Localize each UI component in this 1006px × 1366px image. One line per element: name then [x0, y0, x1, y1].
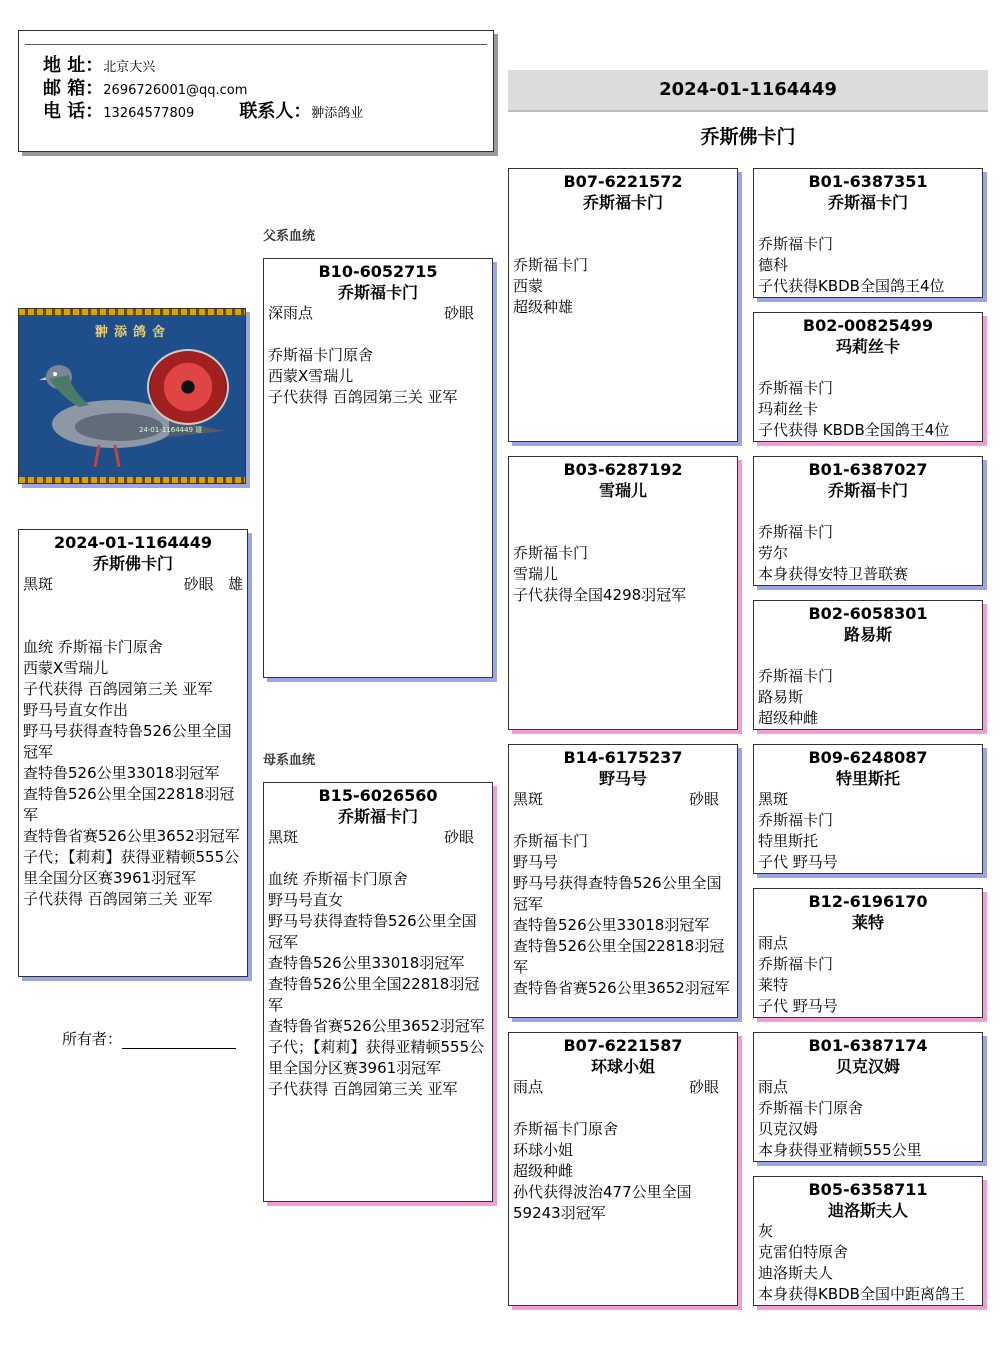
granddam-maternal-card — [508, 1032, 738, 1306]
pedigree-note: 迪洛斯夫人 — [758, 1264, 834, 1282]
pedigree-attributes — [509, 1077, 737, 1098]
pedigree-name: 乔斯福卡门 — [582, 193, 663, 212]
subject-color: 黑斑 — [23, 575, 54, 593]
header-ring-bar — [508, 70, 988, 112]
pedigree-note: 乔斯福卡门 — [758, 955, 834, 973]
pedigree-note: 子代获得全国4298羽冠军 — [513, 586, 687, 604]
great-grandparent-card — [753, 600, 983, 730]
pedigree-note: 查特鲁省赛526公里3652羽冠军 — [513, 979, 730, 997]
sire-note: 西蒙X雪瑞儿 — [268, 367, 354, 385]
pedigree-note: 超级种雌 — [758, 709, 819, 727]
pedigree-note: 超级种雄 — [513, 298, 574, 316]
dam-name: 乔斯福卡门 — [337, 807, 418, 826]
dam-note: 子代；【莉莉】获得亚精顿555公里全国分区赛3961羽冠军 — [268, 1038, 485, 1077]
sire-color: 深雨点 — [268, 304, 314, 322]
pedigree-note: 乔斯福卡门原舍 — [513, 1120, 619, 1138]
contact-box — [18, 30, 494, 152]
pedigree-note: 子代 野马号 — [758, 997, 838, 1015]
pedigree-note: 子代获得 KBDB全国鸽王4位 — [758, 421, 950, 439]
subject-note: 查特鲁526公里33018羽冠军 — [23, 764, 220, 782]
header-name: 乔斯佛卡门 — [700, 126, 796, 148]
pedigree-name: 乔斯福卡门 — [827, 481, 908, 500]
subject-note: 查特鲁省赛526公里3652羽冠军 — [23, 827, 240, 845]
pedigree-note: 超级种雌 — [513, 1162, 574, 1180]
pedigree-name: 环球小姐 — [590, 1057, 655, 1076]
great-grandparent-card — [753, 312, 983, 442]
pedigree-note: 子代获得KBDB全国鸽王4位 — [758, 277, 945, 295]
pedigree-ring: B01-6387174 — [808, 1036, 928, 1055]
pedigree-ring: B02-6058301 — [808, 604, 928, 623]
dam-card — [263, 782, 493, 1202]
eye-circle — [147, 349, 229, 425]
pedigree-color: 雨点 — [513, 1078, 544, 1096]
pedigree-note: 乔斯福卡门原舍 — [758, 1099, 864, 1117]
pedigree-ring: B07-6221587 — [563, 1036, 683, 1055]
photo-banner: 翀添鸽舍 — [94, 325, 171, 340]
subject-ring: 2024-01-1164449 — [53, 533, 212, 552]
subject-note: 血统 乔斯福卡门原舍 — [23, 638, 163, 656]
subject-note: 子代；【莉莉】获得亚精顿555公里全国分区赛3961羽冠军 — [23, 848, 240, 887]
pedigree-ring: B01-6387351 — [808, 172, 928, 191]
subject-note: 野马号直女作出 — [23, 701, 129, 719]
pedigree-name: 莱特 — [851, 913, 884, 932]
dam-note: 血统 乔斯福卡门原舍 — [268, 870, 408, 888]
pedigree-name: 特里斯托 — [835, 769, 900, 788]
pedigree-note: 特里斯托 — [758, 832, 819, 850]
dam-note: 野马号获得查特鲁526公里全国冠军 — [268, 912, 477, 951]
pedigree-note: 西蒙 — [513, 277, 544, 295]
pedigree-note: 乔斯福卡门 — [513, 256, 589, 274]
pedigree-note: 雪瑞儿 — [513, 565, 559, 583]
email-label: 邮 箱： — [43, 78, 104, 99]
subject-card — [18, 529, 248, 977]
dam-note: 查特鲁省赛526公里3652羽冠军 — [268, 1017, 485, 1035]
pedigree-note: 贝克汉姆 — [758, 1120, 819, 1138]
sire-attributes — [264, 303, 492, 324]
pedigree-note: 乔斯福卡门 — [758, 667, 834, 685]
sire-ring: B10-6052715 — [318, 262, 438, 281]
pedigree-ring: B07-6221572 — [563, 172, 683, 191]
pedigree-note: 德科 — [758, 256, 789, 274]
owner-signature-line — [122, 1048, 236, 1049]
pedigree-note: 乔斯福卡门 — [758, 811, 834, 829]
dam-ring: B15-6026560 — [318, 786, 438, 805]
pedigree-note: 黑斑 — [758, 790, 789, 808]
pedigree-note: 乔斯福卡门 — [758, 235, 834, 253]
address-value: 北京大兴 — [103, 60, 156, 75]
pedigree-name: 雪瑞儿 — [598, 481, 647, 500]
pedigree-name: 野马号 — [598, 769, 647, 788]
subject-eye: 砂眼 — [183, 575, 214, 593]
phone-value: 13264577809 — [103, 106, 195, 121]
pedigree-note: 乔斯福卡门 — [758, 379, 834, 397]
pedigree-ring: B05-6358711 — [808, 1180, 928, 1199]
pedigree-note: 乔斯福卡门 — [513, 544, 589, 562]
pedigree-note: 野马号获得查特鲁526公里全国冠军 — [513, 874, 722, 913]
sire-eye: 砂眼 — [443, 304, 474, 322]
pedigree-note: 查特鲁526公里33018羽冠军 — [513, 916, 710, 934]
pedigree-note: 乔斯福卡门 — [513, 832, 589, 850]
subject-name: 乔斯佛卡门 — [92, 554, 173, 573]
pedigree-note: 子代 野马号 — [758, 853, 838, 871]
great-grandparent-card — [753, 1032, 983, 1162]
dam-eye: 砂眼 — [443, 828, 474, 846]
pedigree-ring: B03-6287192 — [563, 460, 683, 479]
owner-label: 所有者： — [62, 1030, 123, 1048]
address-label: 地 址： — [43, 55, 104, 76]
pedigree-eye: 砂眼 — [688, 1078, 719, 1096]
dam-section-label: 母系血统 — [263, 753, 316, 768]
pedigree-ring: B12-6196170 — [808, 892, 928, 911]
pedigree-note: 劳尔 — [758, 544, 789, 562]
great-grandparent-card — [753, 456, 983, 586]
pedigree-name: 贝克汉姆 — [835, 1057, 900, 1076]
granddam-paternal-card — [508, 456, 738, 730]
sire-name: 乔斯福卡门 — [337, 283, 418, 302]
pedigree-note: 环球小姐 — [513, 1141, 574, 1159]
pedigree-name: 路易斯 — [843, 625, 892, 644]
pedigree-ring: B09-6248087 — [808, 748, 928, 767]
sire-card — [263, 258, 493, 678]
dam-color: 黑斑 — [268, 828, 299, 846]
sire-note: 子代获得 百鸽园第三关 亚军 — [268, 388, 458, 406]
pedigree-note: 玛莉丝卡 — [758, 400, 819, 418]
header-ring: 2024-01-1164449 — [659, 79, 837, 100]
dam-note: 查特鲁526公里33018羽冠军 — [268, 954, 465, 972]
pedigree-note: 乔斯福卡门 — [758, 523, 834, 541]
subject-note: 子代获得 百鸽园第三关 亚军 — [23, 680, 213, 698]
sire-note: 乔斯福卡门原舍 — [268, 346, 374, 364]
pedigree-note: 孙代获得波治477公里全国59243羽冠军 — [513, 1183, 692, 1222]
subject-note: 查特鲁526公里全国22818羽冠军 — [23, 785, 235, 824]
eye-caption: 24-01-1164449 雄 — [139, 426, 203, 434]
contact-person-label: 联系人： — [239, 101, 312, 122]
pedigree-name: 迪洛斯夫人 — [827, 1201, 908, 1220]
pedigree-ring: B01-6387027 — [808, 460, 928, 479]
subject-note: 野马号获得查特鲁526公里全国冠军 — [23, 722, 232, 761]
pedigree-note: 雨点 — [758, 934, 789, 952]
dam-note: 查特鲁526公里全国22818羽冠军 — [268, 975, 480, 1014]
dam-note: 子代获得 百鸽园第三关 亚军 — [268, 1080, 458, 1098]
pedigree-color: 黑斑 — [513, 790, 544, 808]
phone-label: 电 话： — [43, 101, 104, 122]
pedigree-note: 查特鲁526公里全国22818羽冠军 — [513, 937, 725, 976]
pedigree-ring: B02-00825499 — [802, 316, 934, 335]
pedigree-note: 路易斯 — [758, 688, 804, 706]
great-grandparent-card — [753, 744, 983, 874]
pedigree-name: 玛莉丝卡 — [835, 337, 900, 356]
dam-attributes — [264, 827, 492, 848]
dam-note: 野马号直女 — [268, 891, 344, 909]
pedigree-note: 灰 — [758, 1222, 774, 1240]
pigeon-photo — [18, 308, 246, 484]
contact-person-value: 翀添鸽业 — [311, 106, 364, 121]
pedigree-note: 莱特 — [758, 976, 789, 994]
pedigree-note: 雨点 — [758, 1078, 789, 1096]
subject-note: 西蒙X雪瑞儿 — [23, 659, 109, 677]
pedigree-ring: B14-6175237 — [563, 748, 683, 767]
pedigree-name: 乔斯福卡门 — [827, 193, 908, 212]
sire-section-label: 父系血统 — [263, 229, 316, 244]
pedigree-note: 本身获得亚精顿555公里 — [758, 1141, 922, 1159]
subject-attributes — [19, 574, 247, 595]
pedigree-note: 克雷伯特原舍 — [758, 1243, 849, 1261]
contact-divider — [25, 44, 487, 45]
email-value: 2696726001@qq.com — [103, 83, 248, 98]
pedigree-note: 本身获得安特卫普联赛 — [758, 565, 909, 583]
grandsire-paternal-card — [508, 168, 738, 442]
subject-note: 子代获得 百鸽园第三关 亚军 — [23, 890, 213, 908]
grandsire-maternal-card — [508, 744, 738, 1018]
pedigree-note: 本身获得KBDB全国中距离鸽王 — [758, 1285, 965, 1303]
great-grandparent-card — [753, 168, 983, 298]
pedigree-eye: 砂眼 — [688, 790, 719, 808]
pedigree-note: 野马号 — [513, 853, 559, 871]
great-grandparent-card — [753, 888, 983, 1018]
pedigree-attributes — [509, 789, 737, 810]
subject-sex: 雄 — [227, 575, 243, 593]
owner-line — [62, 1028, 236, 1049]
great-grandparent-card — [753, 1176, 983, 1306]
